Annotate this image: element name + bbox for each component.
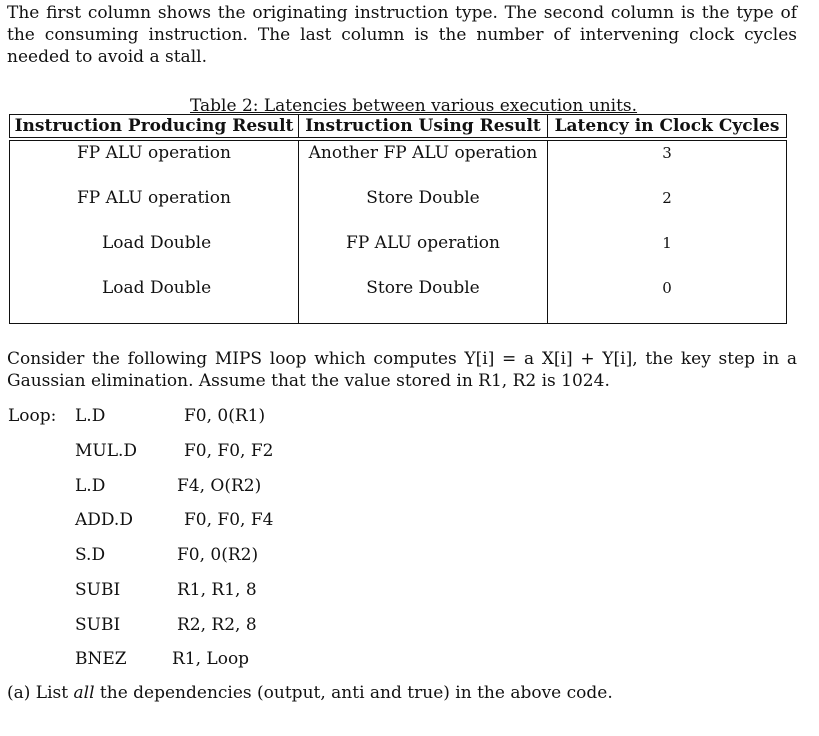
code-opcode: SUBI bbox=[75, 580, 121, 600]
table-cell-consumer: FP ALU operation bbox=[346, 233, 500, 253]
code-operands: F0, 0(R1) bbox=[184, 406, 266, 426]
code-operands: R1, Loop bbox=[172, 649, 250, 669]
table-cell-consumer: Another FP ALU operation bbox=[308, 143, 538, 163]
code-operands: F0, F0, F4 bbox=[184, 510, 274, 530]
table-header bbox=[9, 114, 787, 138]
question-emphasis: all bbox=[73, 683, 95, 703]
question-suffix: the dependencies (output, anti and true) in the above code. bbox=[94, 683, 613, 703]
code-operands: R2, R2, 8 bbox=[177, 615, 257, 635]
code-opcode: SUBI bbox=[75, 615, 121, 635]
header-producing: Instruction Producing Result bbox=[14, 116, 294, 136]
code-opcode: S.D bbox=[75, 545, 106, 565]
header-latency: Latency in Clock Cycles bbox=[547, 115, 786, 137]
code-operands: F4, O(R2) bbox=[177, 476, 262, 496]
table-cell-latency: 0 bbox=[662, 279, 672, 297]
table-cell-consumer: Store Double bbox=[366, 278, 480, 298]
table-cell-producer: FP ALU operation bbox=[77, 143, 231, 163]
code-opcode: L.D bbox=[75, 406, 106, 426]
code-opcode: MUL.D bbox=[75, 441, 138, 461]
code-operands: F0, 0(R2) bbox=[177, 545, 259, 565]
table-cell-latency: 2 bbox=[662, 189, 672, 207]
loop-label: Loop: bbox=[8, 406, 57, 426]
table-cell-latency: 1 bbox=[662, 234, 672, 252]
mips-code-listing bbox=[0, 403, 819, 673]
latency-table bbox=[9, 140, 787, 324]
question-prefix: (a) List bbox=[7, 683, 74, 703]
header-using: Instruction Using Result bbox=[298, 115, 547, 137]
table-caption: Table 2: Latencies between various execution units. bbox=[190, 96, 638, 116]
code-opcode: L.D bbox=[75, 476, 106, 496]
loop-description: Consider the following MIPS loop which computes Y[i] = a X[i] + Y[i], the key step in a Gaussian elimination. Assume that the value stored in R1, R2 is 1024. bbox=[7, 349, 797, 391]
question-a bbox=[7, 682, 613, 704]
table-cell-producer: Load Double bbox=[102, 278, 212, 298]
table-cell-consumer: Store Double bbox=[366, 188, 480, 208]
code-operands: F0, F0, F2 bbox=[184, 441, 274, 461]
consumer-column bbox=[298, 141, 547, 323]
producer-column bbox=[10, 141, 298, 323]
code-opcode: BNEZ bbox=[75, 649, 127, 669]
latency-column bbox=[547, 141, 786, 323]
table-cell-producer: FP ALU operation bbox=[77, 188, 231, 208]
table-cell-producer: Load Double bbox=[102, 233, 212, 253]
code-operands: R1, R1, 8 bbox=[177, 580, 257, 600]
code-opcode: ADD.D bbox=[75, 510, 133, 530]
table-cell-latency: 3 bbox=[662, 144, 672, 162]
intro-paragraph: The first column shows the originating instruction type. The second column is the type of the consuming instruction. The last column is the number of intervening clock cycles needed to avoid a stall. bbox=[7, 3, 797, 67]
